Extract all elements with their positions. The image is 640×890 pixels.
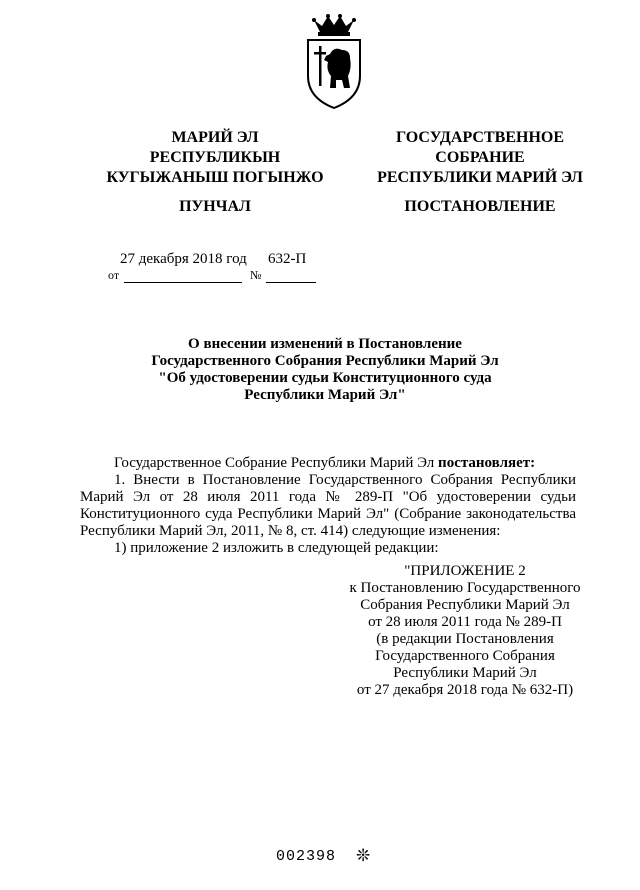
appendix-line: от 27 декабря 2018 года № 632-П) [356, 682, 574, 698]
body-line: Конституционного суда Республики Марий Эл" (Собрание законодательства [80, 506, 576, 522]
intro-verb: постановляет: [438, 455, 536, 471]
document-title [80, 336, 570, 404]
appendix-line: "ПРИЛОЖЕНИЕ 2 [404, 563, 526, 579]
header-left-line: РЕСПУБЛИКЫН [149, 149, 281, 166]
title-line: О внесении изменений в Постановление [188, 336, 462, 352]
date-underline [124, 282, 242, 283]
intro-text: Государственное Собрание Республики Марий Эл [114, 455, 439, 471]
appendix-line: (в редакции Постановления [376, 631, 554, 647]
decree-type-russian: ПОСТАНОВЛЕНИЕ [404, 198, 556, 215]
body-line: Марий Эл от 28 июля 2011 года № 289-П "Об удостоверении судьи [80, 489, 576, 505]
date-label: от [108, 268, 120, 282]
header-left-block [80, 128, 350, 188]
header-right-block [355, 128, 605, 188]
title-line: Государственного Собрания Республики Марий Эл [151, 353, 499, 369]
appendix-line: к Постановлению Государственного [349, 580, 581, 596]
appendix-line: Собрания Республики Марий Эл [360, 597, 570, 613]
body-line: Республики Марий Эл, 2011, № 8, ст. 414) следующие изменения: [80, 523, 501, 539]
decree-date: 27 декабря 2018 год [120, 251, 247, 267]
decree-number: 632-П [268, 251, 307, 267]
body-line: 1) приложение 2 изложить в следующей редакции: [114, 540, 439, 556]
body-line: 1. Внести в Постановление Государственного Собрания Республики [114, 472, 576, 488]
appendix-line: от 28 июля 2011 года № 289-П [368, 614, 562, 630]
decree-type-mari: ПУНЧАЛ [179, 198, 251, 215]
header-right-line: СОБРАНИЕ [435, 149, 525, 166]
document-body [80, 455, 576, 557]
header-left-line: МАРИЙ ЭЛ [171, 129, 259, 146]
header-right-line: ГОСУДАРСТВЕННОЕ [396, 129, 564, 146]
number-underline [266, 282, 316, 283]
star-mark-icon: ❊ [356, 846, 371, 865]
header-left-line: КУГЫЖАНЫШ ПОГЫНЖО [106, 169, 324, 186]
header-right-line: РЕСПУБЛИКИ МАРИЙ ЭЛ [377, 169, 583, 186]
title-line: Республики Марий Эл" [244, 387, 406, 403]
appendix-block [340, 563, 590, 699]
number-label: № [250, 268, 262, 282]
title-line: "Об удостоверении судьи Конституционного суда [158, 370, 492, 386]
appendix-line: Государственного Собрания [375, 648, 555, 664]
appendix-line: Республики Марий Эл [393, 665, 537, 681]
serial-number: 002398 [276, 848, 337, 865]
intro-paragraph [80, 455, 576, 472]
coat-of-arms-icon [300, 14, 368, 110]
